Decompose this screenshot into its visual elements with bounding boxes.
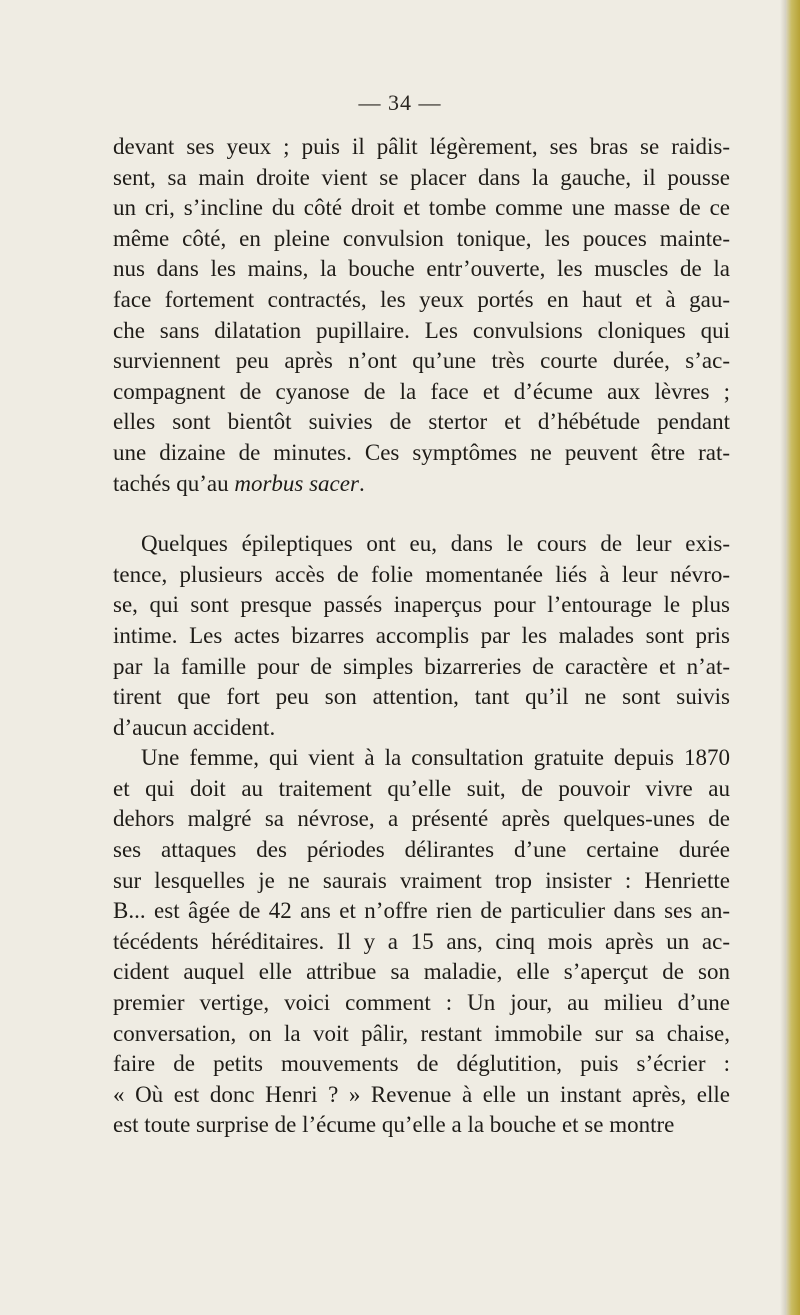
text-line-start: tachés qu’au	[113, 470, 235, 496]
text-line: même côté, en pleine convulsion tonique, les pouces mainte-	[113, 225, 730, 251]
text-line: faire de petits mouvements de déglutition, puis s’écrier :	[113, 1051, 730, 1077]
text-line: « Où est donc Henri ? » Revenue à elle un instant après, elle	[113, 1081, 730, 1107]
text-line: devant ses yeux ; puis il pâlit légèrement, ses bras se raidis-	[113, 134, 730, 159]
paragraph-3	[113, 743, 730, 1141]
text-line: est toute surprise de l’écume qu’elle a la bouche et se montre	[113, 1112, 675, 1138]
text-line: Quelques épileptiques ont eu, dans le cours de leur exis-	[141, 531, 730, 557]
text-line: dehors malgré sa névrose, a présenté après quelques-unes de	[113, 806, 730, 832]
text-line: nus dans les mains, la bouche entr’ouverte, les muscles de la	[113, 256, 730, 282]
text-line: tence, plusieurs accès de folie momentanée liés à leur névro-	[113, 561, 730, 587]
text-line: Une femme, qui vient à la consultation gratuite depuis 1870	[141, 745, 730, 771]
body-text	[113, 132, 730, 1141]
text-line: B... est âgée de 42 ans et n’offre rien de particulier dans ses an-	[113, 898, 730, 924]
text-line-end: .	[358, 470, 365, 496]
page-edge	[786, 0, 800, 1315]
text-line: intime. Les actes bizarres accomplis par les malades sont pris	[113, 622, 730, 648]
text-line: premier vertige, voici comment : Un jour, au milieu d’une	[113, 990, 730, 1016]
text-line: un cri, s’incline du côté droit et tombe comme une masse de ce	[113, 195, 730, 221]
text-line: une dizaine de minutes. Ces symptômes ne peuvent être rat-	[113, 439, 730, 465]
text-line: face fortement contractés, les yeux portés en haut et à gau-	[113, 286, 730, 312]
paragraph-1	[113, 132, 730, 499]
text-line: et qui doit au traitement qu’elle suit, de pouvoir vivre au	[113, 775, 730, 801]
text-line: d’aucun accident.	[113, 714, 276, 740]
text-line: cident auquel elle attribue sa maladie, elle s’aperçut de son	[113, 959, 730, 985]
text-line: che sans dilatation pupillaire. Les convulsions cloniques qui	[113, 317, 730, 343]
text-line: ses attaques des périodes délirantes d’une certaine durée	[113, 837, 730, 863]
text-line: conversation, on la voit pâlir, restant immobile sur sa chaise,	[113, 1020, 730, 1046]
text-line: técédents héréditaires. Il y a 15 ans, cinq mois après un ac-	[113, 928, 730, 954]
paragraph-2	[113, 529, 730, 743]
text-line: compagnent de cyanose de la face et d’écume aux lèvres ;	[113, 378, 730, 404]
text-line: tirent que fort peu son attention, tant qu’il ne sont suivis	[113, 684, 730, 710]
text-line: sur lesquelles je ne saurais vraiment trop insister : Henriette	[113, 867, 730, 893]
page-number: — 34 —	[358, 90, 442, 115]
text-line	[113, 469, 730, 500]
italic-term: morbus sacer	[234, 470, 359, 496]
text-line: se, qui sont presque passés inaperçus pour l’entourage le plus	[113, 592, 730, 618]
text-line: surviennent peu après n’ont qu’une très courte durée, s’ac-	[113, 348, 730, 374]
text-line: elles sont bientôt suivies de stertor et d’hébétude pendant	[113, 409, 730, 435]
text-line: par la famille pour de simples bizarreries de caractère et n’at-	[113, 653, 730, 679]
text-line: sent, sa main droite vient se placer dans la gauche, il pousse	[113, 164, 730, 190]
